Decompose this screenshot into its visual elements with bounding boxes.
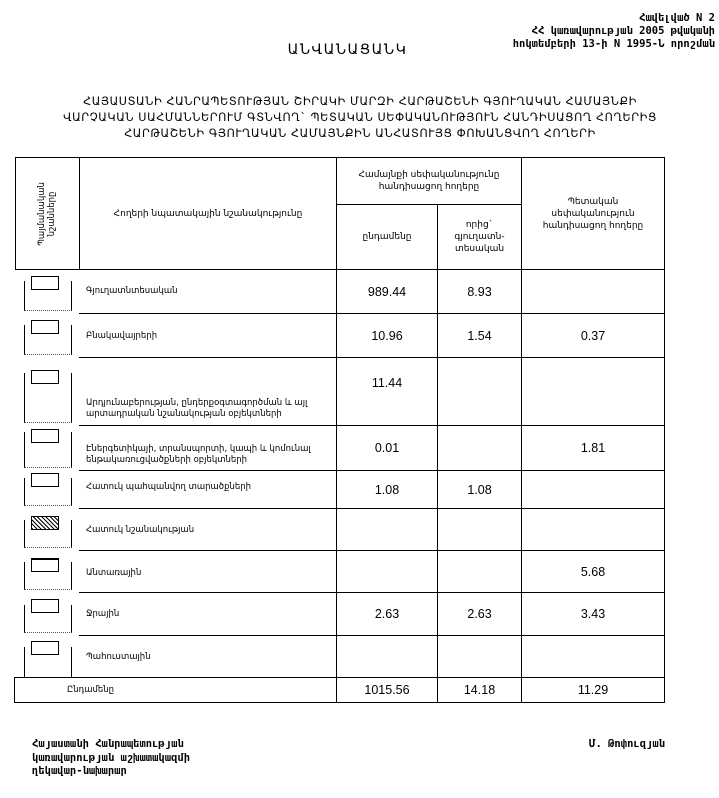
rect-dot-symbol-icon [31,473,59,487]
row-total [337,636,437,677]
appendix-line: հոկտեմբերի 13-ի N 1995-Ն որոշման [512,38,715,50]
row-of-which [438,509,521,550]
row-purpose: Բնակավայրերի [86,331,158,341]
row-purpose: Հատուկ պահպանվող տարածքների [86,482,252,492]
plain-rect-symbol-icon [31,429,59,443]
row-state [522,636,664,677]
row-purpose: Անտառային [86,568,142,578]
row-purpose: Ջրային [86,609,120,619]
document-title [40,94,680,142]
plain-rect-symbol-icon [31,641,59,655]
rect-dot-symbol-icon [31,320,59,334]
row-state [522,509,664,550]
row-state [522,471,664,508]
row-of-which [438,426,521,470]
signatory-position [32,738,190,779]
row-of-which [438,358,521,408]
row-state: 3.43 [580,607,606,621]
row-total: 0.01 [374,441,400,455]
total-value: 1015.56 [364,683,410,697]
header-of-which: որից` գյուղատն- տեսական [454,220,505,254]
row-of-which: 1.08 [467,482,492,497]
row-purpose: Արդյունաբերության, ընդերքօգտագործման և այլ արտադրական նշանակության օբյեկտների [86,398,308,419]
table-right-border [664,157,665,702]
header-symbol: Պայմանական նշանները [37,181,57,246]
row-state [522,358,664,425]
row-of-which: 8.93 [467,284,492,299]
header-state: Պետական սեփականություն հանդիսացող հողերը [542,196,644,231]
list-title: ԱՆՎԱՆԱՑԱՆԿ [287,42,408,58]
row-of-which: 2.63 [467,607,492,621]
row-state: 5.68 [580,564,606,579]
row-total [337,509,437,550]
signatory-name: Մ. Թոփուզյան [589,738,665,750]
hatched-rect-symbol-icon [31,516,59,530]
header-total: ընդամենը [362,232,412,242]
appendix-line: Հավելված N 2 [639,12,715,24]
position-line: ղեկավար-նախարար [32,765,127,777]
appendix-line: ՀՀ կառավարության 2005 թվականի [531,25,715,37]
row-of-which [438,636,521,677]
row-state [522,270,664,313]
header-community-group: Համայնքի սեփականությունը հանդիսացող հողերը [358,170,500,192]
row-of-which [438,551,521,592]
row-state: 0.37 [580,328,606,343]
row-total [337,551,437,592]
row-total: 989.44 [367,284,407,299]
total-of-which: 14.18 [463,683,496,697]
row-purpose: Հատուկ նշանակության [86,525,195,535]
row-state: 1.81 [580,441,606,455]
total-state: 11.29 [577,683,609,697]
row-total: 10.96 [371,328,403,343]
title-line: ՀԱՐԹԱՇԵՆԻ ԳՅՈՒՂԱԿԱՆ ՀԱՄԱՅՆՔԻՆ ԱՆՀԱՏՈՒՅՑ ՓՈԽԱՆՑՎՈՂ ՀՈՂԵՐԻ [124,127,596,140]
plain-rect-symbol-icon [31,276,59,290]
table-bottom-border [14,702,665,703]
position-line: Հայաստանի Հանրապետության [32,738,184,750]
row-total: 2.63 [374,607,400,621]
plain-rect-symbol-icon [31,599,59,613]
total-label: Ընդամենը [67,685,115,695]
row-of-which: 1.54 [467,328,492,343]
header-purpose: Հողերի նպատակային նշանակությունը [113,208,303,219]
plain-rect-symbol-icon [31,370,59,384]
row-purpose: Գյուղատնտեսական [86,286,178,296]
row-purpose: Էներգետիկայի, տրանսպորտի, կապի և կոմունալ ենթակառուցվածքների օբյեկտների [86,444,311,465]
dotted-rect-symbol-icon [31,558,59,572]
row-total: 11.44 [371,376,403,390]
title-line: ՀԱՅԱՍՏԱՆԻ ՀԱՆՐԱՊԵՏՈՒԹՅԱՆ ՇԻՐԱԿԻ ՄԱՐԶԻ ՀԱՐԹԱՇԵՆԻ ԳՅՈՒՂԱԿԱՆ ՀԱՄԱՅՆՔԻ [83,95,637,108]
row-purpose: Պահուստային [86,652,151,662]
row-total: 1.08 [374,482,400,497]
position-line: կառավարության աշխատակազմի [32,751,191,764]
title-line: ՎԱՐՉԱԿԱՆ ՍԱՀՄԱՆՆԵՐՈՒՄ ԳՏՆՎՈՂ` ՊԵՏԱԿԱՆ ՍԵՓԱԿԱՆՈՒԹՅՈՒՆ ՀԱՆԴԻՍԱՑՈՂ ՀՈՂԵՐԻՑ [63,111,657,124]
